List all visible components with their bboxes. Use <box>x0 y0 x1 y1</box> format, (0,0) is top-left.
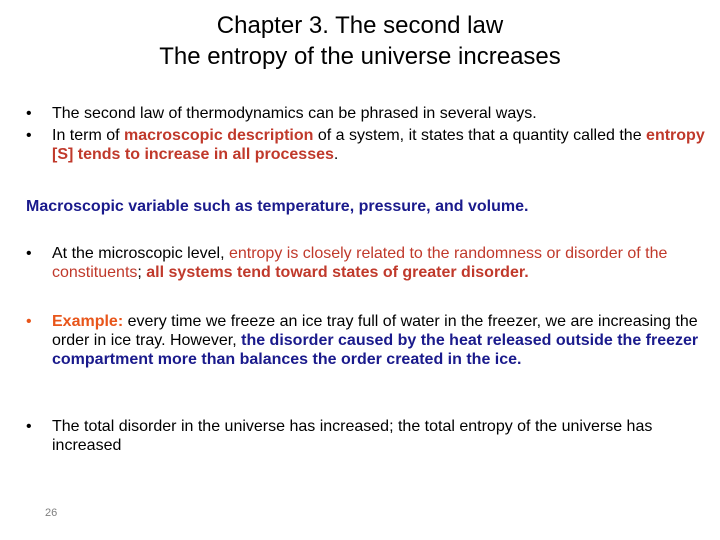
bullet-macroscopic <box>26 126 706 164</box>
microscopic-bullet-block <box>26 244 706 282</box>
disorder-balance-highlight: the disorder caused by the heat released outside the freezer compartment more than balances the order created in the ice. <box>52 332 699 368</box>
title-line-2: The entropy of the universe increases <box>159 43 561 70</box>
bullet-text-a: At the microscopic level, <box>52 245 229 262</box>
bullet-text: The total disorder in the universe has increased; the total entropy of the universe has increased <box>52 418 653 454</box>
example-label: Example: <box>52 313 124 330</box>
slide-title <box>0 10 720 72</box>
macroscopic-description-highlight: macroscopic description <box>124 127 314 144</box>
bullet-total-disorder <box>26 417 706 455</box>
bullet-text-a: every time we freeze an ice tray full of water in the freezer, we are increasing the order in ice tray. However, <box>52 313 698 349</box>
bullet-dot: • <box>26 313 32 330</box>
entropy-highlight: entropy [S] tends to increase in all processes <box>52 127 705 163</box>
bullet-second-law <box>26 104 706 123</box>
greater-disorder-highlight: all systems tend toward states of greater disorder. <box>146 264 529 281</box>
bullet-text: The second law of thermodynamics can be phrased in several ways. <box>52 105 537 122</box>
bullet-dot: • <box>26 105 32 122</box>
randomness-highlight: entropy is closely related to the randomness or disorder of the constituents <box>52 245 668 281</box>
bullet-text-a: In term of <box>52 127 125 144</box>
macroscopic-variable-note: Macroscopic variable such as temperature, pressure, and volume. <box>26 198 529 215</box>
bullet-microscopic <box>26 244 706 282</box>
title-line-1: Chapter 3. The second law <box>216 12 504 39</box>
bullet-dot: • <box>26 245 32 262</box>
bullet-dot: • <box>26 127 32 144</box>
total-disorder-bullet-block <box>26 417 706 455</box>
intro-bullets <box>26 104 706 164</box>
bullet-text-c: . <box>333 146 339 163</box>
page-number: 26 <box>45 507 58 519</box>
bullet-text-b: of a system, it states that a quantity called the <box>313 127 647 144</box>
example-bullet-block <box>26 312 706 369</box>
bullet-example <box>26 312 706 369</box>
bullet-dot: • <box>26 418 32 435</box>
bullet-text-b: ; <box>137 264 147 281</box>
